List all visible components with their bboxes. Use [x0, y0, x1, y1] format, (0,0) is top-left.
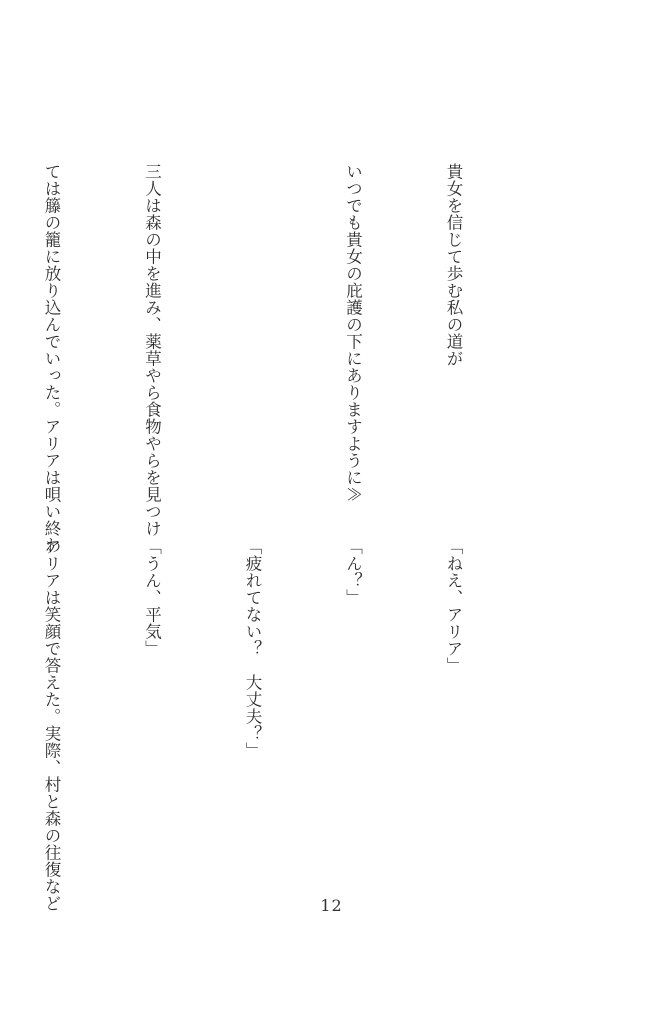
text-line: 「うん、平気」: [142, 538, 162, 657]
upper-text-block: [0, 163, 537, 554]
text-line: アリアは笑顔で答えた。実際、村と森の往復など: [42, 538, 61, 912]
blank-line: [236, 163, 270, 503]
text-line: 三人は森の中を進み、薬草やら食物やらを見つけ: [142, 163, 162, 537]
page-number: 12: [320, 896, 343, 915]
text-line: 貴女を信じて歩む私の道が: [444, 163, 463, 367]
text-line: 「ねえ、アリア」: [444, 538, 463, 674]
text-line: ては籐の籠に放り込んでいった。アリアは唄い終わ: [42, 163, 61, 554]
text-line: 「ん？」: [343, 538, 363, 606]
text-line: いつでも貴女の庇護の下にありますように≫: [343, 163, 363, 503]
text-line: 「疲れてない？ 大丈夫？」: [243, 538, 262, 759]
